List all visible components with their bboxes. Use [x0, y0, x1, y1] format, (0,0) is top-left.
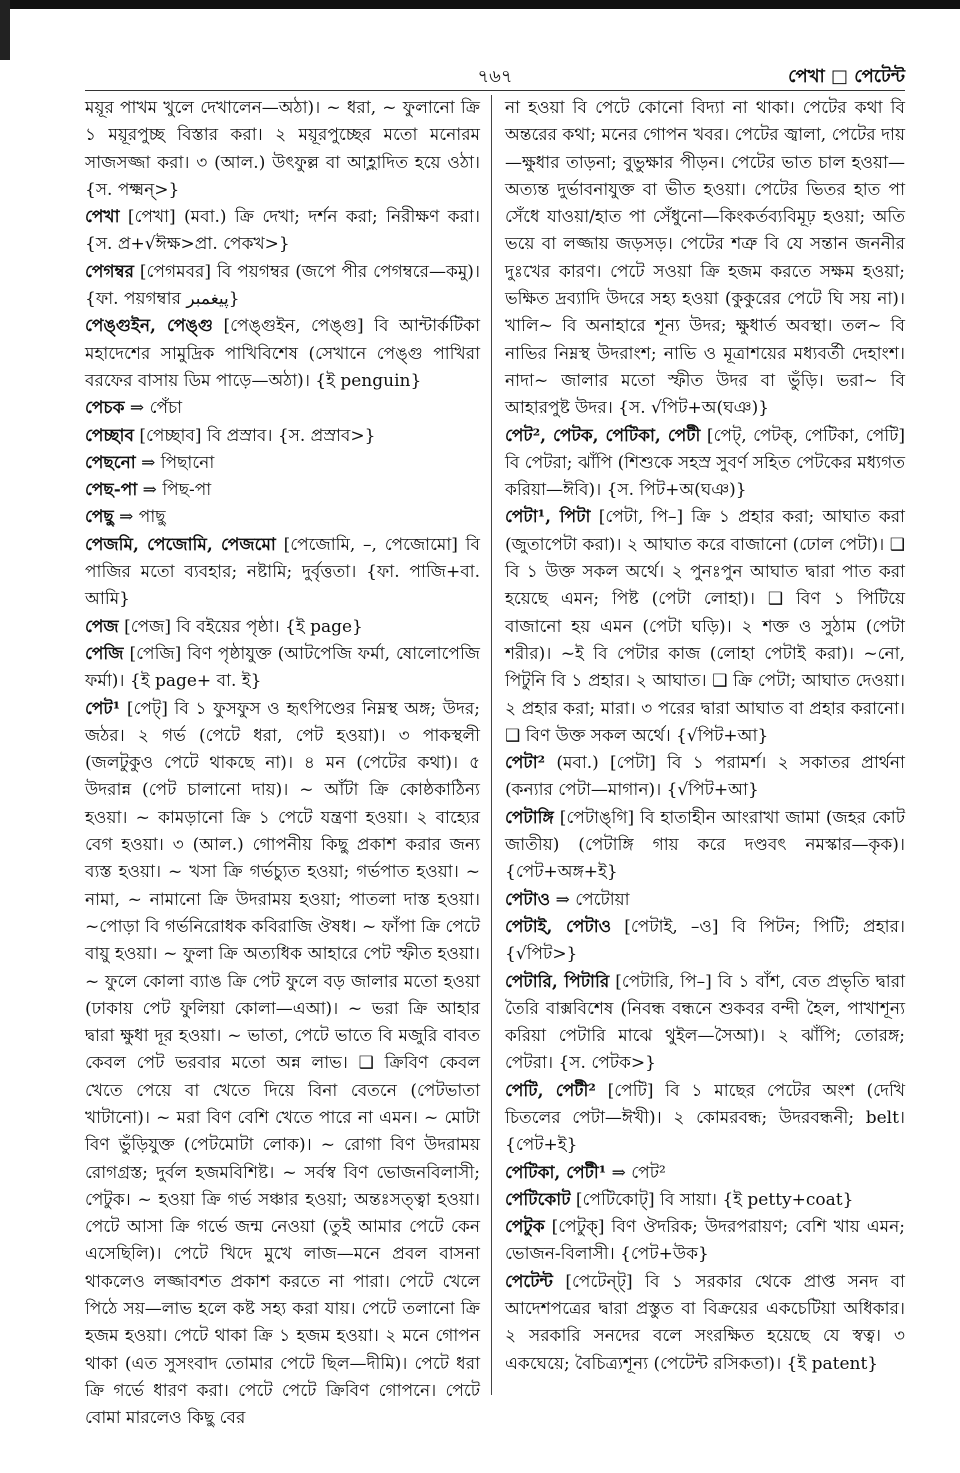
definition: ⇒ পিছ-পা: [142, 480, 212, 501]
headword: পেছু: [85, 507, 114, 528]
definition: [পেটাঙ্‌গি] বি হাতাহীন আংরাখা জামা (জহর কোট জাতীয়) (পেটাঙ্গি গায় করে দণ্ডবৎ নমস্কার—কৃক)। {পেট+অঙ্গ+ই}: [505, 807, 905, 883]
guide-words: পেখা □ পেটেন্ট: [788, 66, 905, 87]
headword: পেছনো: [85, 452, 136, 473]
definition: [পেটারি, পি–] বি ১ বাঁশ, বেত প্রভৃতি দ্বারা তৈরি বাক্সবিশেষ (নিবন্ধ বন্ধনে শুকবর বন্দী হৈল, পাখাশূন্য করিয়া পেটারি মাঝে থুইল—সৈআ)। ২ ঝাঁপি; তোরঙ্গ; পেটরা। {স. পেটক>}: [505, 971, 906, 1074]
headword: পেজ: [85, 616, 119, 637]
headword: পেটি, পেটী²: [505, 1080, 596, 1101]
definition: [পেটাই, –ও] বি পিটন; পিটি; প্রহার। {√পিট>}: [505, 916, 906, 965]
definition: [পেটিকোট্] বি সায়া। {ই petty+coat}: [575, 1189, 854, 1210]
headword: পেচ্ছাব: [85, 425, 134, 446]
definition: ⇒ পাছু: [119, 507, 166, 528]
definition: [পেখা] (মবা.) ক্রি দেখা; দর্শন করা; নিরীক্ষণ করা। {স. প্র+√ঈক্ষ>প্রা. পেকখ>}: [85, 207, 480, 255]
headword: পেট², পেটক, পেটিকা, পেটী: [505, 425, 701, 446]
headword: পেটাও: [505, 889, 551, 910]
definition: [পেট্, পেটক্, পেটিকা, পেটি] বি পেটরা; ঝাঁপি (শিশুকে সহস্র সুবর্ণ সহিত পেটকের মধ্যগত করিয়া—ঈবি)। {স. পিট+অ(ঘঞ)}: [505, 425, 905, 501]
right-column: [505, 95, 905, 1378]
headword: পেছ-পা: [85, 480, 138, 501]
dictionary-entry: [85, 477, 480, 504]
dictionary-entry: [85, 259, 480, 314]
definition: [পেট্] বি ১ ফুসফুস ও হৃৎপিণ্ডের নিম্নস্থ অঙ্গ; উদর; জঠর। ২ গর্ভ (পেটে ধরা, পেট হওয়া)। ৩ পাকস্থলী (জলটুকুও পেটে থাকছে না)। ৪ মন (পেটের কথা)। ৫ উদরান্ন (পেট চালানো দায়)। ~ আঁটা ক্রি কোষ্ঠকাঠিন্য হওয়া। ~ কামড়ানো ক্রি ১ পেটে যন্ত্রণা হওয়া। ২ বাহ্যের বেগ হওয়া। ৩ (আল.) গোপনীয় কিছু প্রকাশ করার জন্য ব্যস্ত হওয়া। ~ খসা ক্রি গর্ভচ্যুত হওয়া; গর্ভপাত হওয়া। ~ নামা, ~ নামানো ক্রি উদরাময় হওয়া; পাতলা দাস্ত হওয়া। ~পোড়া বি গর্ভনিরোধক কবিরাজি ঔষধ। ~ ফাঁপা ক্রি পেটে বায়ু হওয়া। ~ ফুলা ক্রি অত্যধিক আহারে পেট স্ফীত হওয়া। ~ ফুলে কোলা ব্যাঙ ক্রি পেট ফুলে বড় জালার মতো হওয়া (ঢাকায় পেট ফুলিয়া কোলা—এআ)। ~ ভরা ক্রি আহার দ্বারা ক্ষুধা দূর হওয়া। ~ ভাতা, পেটে ভাতে বি মজুরি বাবত কেবল পেট ভরবার মতো অন্ন লাভ। ❑ ক্রিবিণ কেবল খেতে পেয়ে বা খেতে দিয়ে বিনা বেতনে (পেটভাতা খাটানো)। ~ মরা বিণ বেশি খেতে পারে না এমন। ~ মোটা বিণ ভুঁড়িযুক্ত (পেটমোটা লোক)। ~ রোগা বিণ উদরাময় রোগগ্রস্ত; দুর্বল হজমবিশিষ্ট। ~ সর্বস্ব বিণ ভোজনবিলাসী; পেটুক। ~ হওয়া ক্রি গর্ভ সঞ্চার হওয়া; অন্তঃসত্ত্বা হওয়া। পেটে আসা ক্রি গর্ভে জন্ম নেওয়া (তুই আমার পেটে কেন এসেছিলি)। পেটে খিদে মুখে লাজ—মনে প্রবল বাসনা থাকলেও লজ্জাবশত প্রকাশ করতে না পারা। পেটে খেলে পিঠে সয়—লাভ হলে কষ্ট সহ্য করা যায়। পেটে তলানো ক্রি হজম হওয়া। পেটে থাকা ক্রি ১ হজম হওয়া। ২ মনে গোপন থাকা (এত সুসংবাদ তোমার পেটে ছিল—দীমি)। পেটে ধরা ক্রি গর্ভে ধারণ করা। পেটে পেটে ক্রিবিণ গোপনে। পেটে বোমা মারলেও কিছু বের: [85, 698, 480, 1429]
definition: [পেটা, পি–] ক্রি ১ প্রহার করা; আঘাত করা (জুতাপেটা করা)। ২ আঘাত করে বাজানো (ঢোল পেটা)। ❑ বি ১ উক্ত সকল অর্থে। ২ পুনঃপুন আঘাত দ্বারা পাত করা হয়েছে এমন; পিষ্ট (পেটা লোহা)। ❑ বিণ ১ পিটিয়ে বাজানো হয় এমন (পেটা ঘড়ি)। ২ শক্ত ও সুঠাম (পেটা শরীর)। ~ই বি পেটার কাজ (লোহা পেটাই করা)। ~নো, পিটুনি বি ১ প্রহার। ২ আঘাত। ❑ ক্রি পেটা; আঘাত দেওয়া। ২ প্রহার করা; মারা। ৩ পরের দ্বারা আঘাত বা প্রহার করানো। ❑ বিণ উক্ত সকল অর্থে। {√পিট+আ}: [505, 507, 905, 746]
dictionary-entry: [85, 696, 480, 1433]
dictionary-entry: [505, 423, 905, 505]
headword: পেটা¹, পিটা: [505, 507, 591, 528]
dictionary-entry: [505, 1160, 905, 1187]
dictionary-entry: [85, 423, 480, 450]
definition: [পেজ] বি বইয়ের পৃষ্ঠা। {ই page}: [124, 616, 363, 637]
definition: না হওয়া বি পেটে কোনো বিদ্যা না থাকা। পেটের কথা বি অন্তরের কথা; মনের গোপন খবর। পেটের জ্বালা, পেটের দায়—ক্ষুধার তাড়না; বুভুক্ষার পীড়ন। পেটের ভাত চাল হওয়া—অত্যন্ত দুর্ভাবনাযুক্ত বা ভীত হওয়া। পেটের ভিতর হাত পা সেঁধে যাওয়া/হাত পা সেঁধুনো—কিংকর্তব্যবিমূঢ় হওয়া; অতি ভয়ে বা লজ্জায় জড়সড়। পেটের শত্রু বি যে সন্তান জননীর দুঃখের কারণ। পেটে সওয়া ক্রি হজম করতে সক্ষম হওয়া; ভক্ষিত দ্রব্যাদি উদরে সহ্য হওয়া (কুকুরের পেটে ঘি সয় না)। খালি~ বি অনাহারে শূন্য উদর; ক্ষুধার্ত অবস্থা। তল~ বি নাভির নিম্নস্থ উদরাংশ; নাভি ও মূত্রাশয়ের মধ্যবর্তী দেহাংশ। নাদা~ জালার মতো স্ফীত উদর বা ভুঁড়ি। ভরা~ বি আহারপুষ্ট উদর। {স. √পিট+অ(ঘঞ)}: [505, 98, 905, 419]
dictionary-entry: [505, 504, 905, 750]
headword: পেজি: [85, 643, 124, 664]
column-divider: [491, 95, 492, 1395]
definition: ⇒ পিছানো: [141, 452, 215, 473]
headword: পেজমি, পেজোমি, পেজমো: [85, 534, 276, 555]
headword: পেচক: [85, 398, 125, 419]
definition: [পেটেন্ট্] বি ১ সরকার থেকে প্রাপ্ত সনদ বা আদেশপত্রের দ্বারা প্রস্তুত বা বিক্রয়ের একচেটিয়া অধিকার। ২ সরকারি সনদের বলে সংরক্ষিত হয়েছে যে স্বত্ব। ৩ একঘেয়ে; বৈচিত্র্যশূন্য (পেটেন্ট রসিকতা)। {ই patent}: [505, 1271, 905, 1374]
scan-top-border: [0, 0, 960, 9]
scan-left-edge: [0, 0, 10, 60]
dictionary-entry: [85, 532, 480, 614]
definition: [পেটুক্] বিণ ঔদরিক; উদরপরায়ণ; বেশি খায় এমন; ভোজন-বিলাসী। {পেট+উক}: [505, 1217, 905, 1265]
dictionary-entry: [85, 450, 480, 477]
dictionary-entry: [85, 614, 480, 641]
headword: পেটিকোট: [505, 1189, 571, 1210]
definition: [পেজোমি, –, পেজোমো] বি পাজির মতো ব্যবহার; নষ্টামি; দুর্বৃত্ততা। {ফা. পাজি+বা. আমি}: [85, 534, 480, 610]
dictionary-entry: [505, 1269, 905, 1378]
definition: ⇒ পেট²: [611, 1162, 666, 1183]
headword: পেটাঙ্গি: [505, 807, 554, 828]
headword: পেগম্বর: [85, 261, 134, 282]
definition: ⇒ পেঁচা: [129, 398, 183, 419]
dictionary-entry: [505, 887, 905, 914]
header-rule: [85, 90, 905, 91]
headword: পেটাই, পেটাও: [505, 916, 612, 937]
headword: পেটারি, পিটারি: [505, 971, 610, 992]
headword: পেটেন্ট: [505, 1271, 553, 1292]
headword: পেখা: [85, 207, 120, 228]
definition: (মবা.) [পেটা] বি ১ পরামর্শ। ২ সকাতর প্রার্থনা (কন্যার পেটা—মাগান)। {√পিট+আ}: [505, 753, 905, 801]
definition: ⇒ পেটোয়া: [555, 889, 630, 910]
definition: [পেজি] বিণ পৃষ্ঠাযুক্ত (আটপেজি ফর্মা, ষোলোপেজি ফর্মা)। {ই page+ বা. ই}: [85, 643, 481, 692]
dictionary-entry: [505, 969, 905, 1078]
dictionary-entry: [505, 1187, 905, 1214]
headword: পেঙ্গুইন, পেঙ্গু: [85, 316, 213, 337]
definition: [পেগমবর] বি পয়গম্বর (জপে পীর পেগম্বরে—কমু)। {ফা. পয়গম্বার پیغمبر}: [85, 261, 480, 310]
headword: পেটিকা, পেটী¹: [505, 1162, 607, 1183]
dictionary-entry: [85, 504, 480, 531]
dictionary-entry: [505, 1214, 905, 1269]
dictionary-entry: [505, 805, 905, 887]
headword: পেটুক: [505, 1217, 545, 1238]
definition: ময়ূর পাখম খুলে দেখালেন—অঠা)। ~ ধরা, ~ ফুলানো ক্রি ১ ময়ূরপুচ্ছ বিস্তার করা। ২ ময়ূরপুচ্ছের মতো মনোরম সাজসজ্জা করা। ৩ (আল.) উৎফুল্ল বা আহ্লাদিত হয়ে ওঠা। {স. পক্ষ্মন্>}: [85, 98, 480, 200]
dictionary-entry: [505, 1078, 905, 1160]
dictionary-entry: [505, 95, 905, 423]
dictionary-entry: [85, 395, 480, 422]
dictionary-entry: [85, 95, 480, 204]
page-header: [85, 60, 905, 88]
left-column: [85, 95, 480, 1433]
dictionary-entry: [505, 750, 905, 805]
dictionary-entry: [85, 641, 480, 696]
headword: পেটা²: [505, 753, 546, 774]
dictionary-entry: [85, 204, 480, 259]
definition: [পেচ্ছাব] বি প্রস্রাব। {স. প্রস্রাব>}: [139, 425, 376, 446]
definition: [পেঙ্‌গুইন, পেঙ্‌গু] বি আন্টার্কটিকা মহাদেশের সামুদ্রিক পাখিবিশেষ (সেখানে পেঙ্গু পাখিরা বরফের বাসায় ডিম পাড়ে—অঠা)। {ই penguin}: [85, 316, 480, 391]
dictionary-entry: [505, 914, 905, 969]
headword: পেট¹: [85, 698, 121, 719]
dictionary-entry: [85, 313, 480, 395]
page-number: ৭৬৭: [477, 66, 513, 87]
definition: [পেটি] বি ১ মাছের পেটের অংশ (দেখি চিতলের পেটা—ঈখী)। ২ কোমরবন্ধ; উদরবন্ধনী; belt। {পেট+ই}: [505, 1080, 905, 1156]
